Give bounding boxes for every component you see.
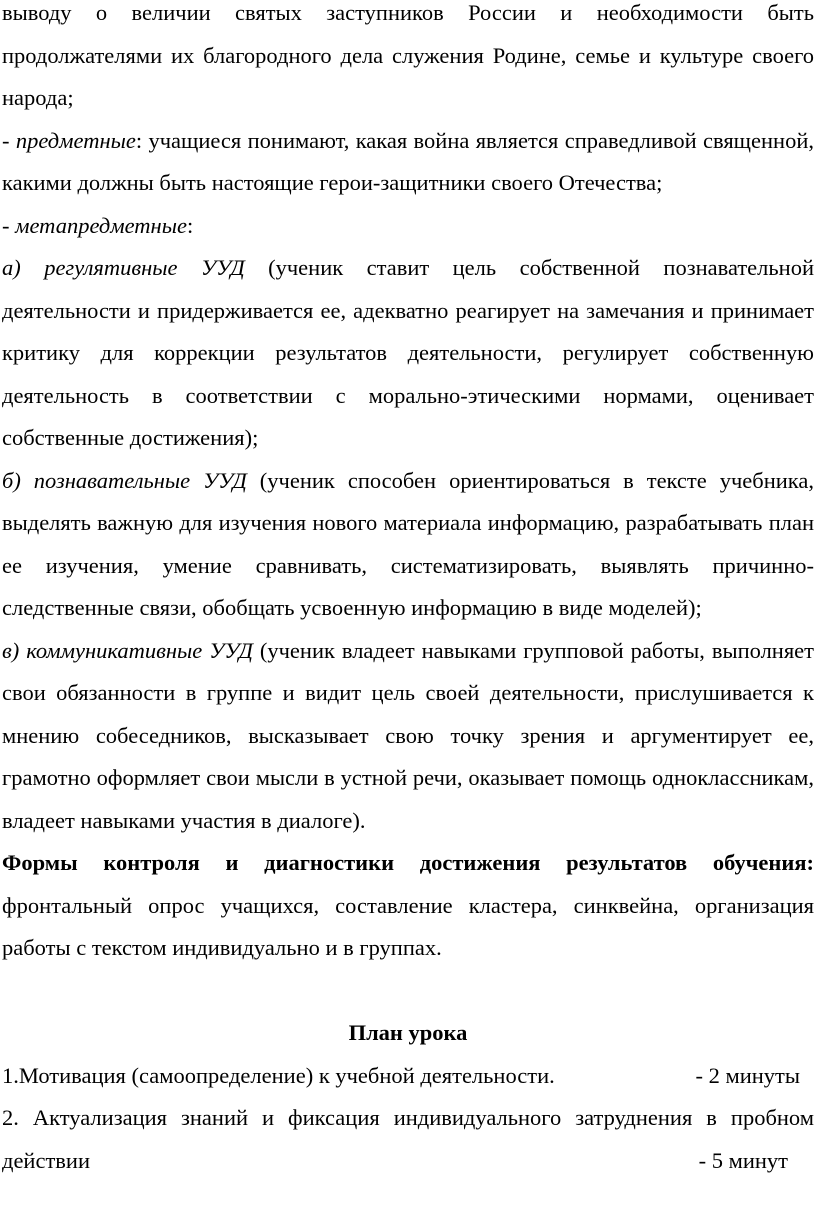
paragraph-meta-results bbox=[2, 205, 814, 248]
paragraph-cognitive bbox=[2, 460, 814, 630]
cognitive-label: б) познавательные УУД bbox=[2, 467, 247, 493]
plan-item-time: - 5 минут bbox=[698, 1147, 788, 1173]
communicative-text: (ученик владеет навыками групповой работы, выполняет свои обязанности в группе и видит цель своей деятельности, прислушивается к мнению собеседников, высказывает свою точку зрения и аргументирует ее, грамотно оформляет свои мысли в устной речи, оказывает помощь одноклассникам, владеет навыками участия в диалоге). bbox=[2, 637, 815, 833]
blank-line bbox=[2, 970, 814, 1013]
dash-marker: - bbox=[2, 212, 16, 238]
control-forms-label: Формы контроля и диагностики достижения результатов обучения: bbox=[2, 850, 814, 875]
regulative-text: (ученик ставит цель собственной познавательной деятельности и придерживается ее, адекватно реагирует на замечания и принимает критику для коррекции результатов деятельности, регулирует собственную деятельность в соответствии с морально-этическими нормами, оценивает собственные достижения); bbox=[2, 255, 814, 450]
paragraph-regulative bbox=[2, 247, 814, 460]
dash-marker: - bbox=[2, 127, 16, 153]
meta-results-text: : bbox=[186, 212, 194, 238]
subject-results-text: : учащиеся понимают, какая война является справедливой священной, какими должны быть настоящие герои-защитники своего Отечества; bbox=[2, 127, 814, 195]
plan-item bbox=[2, 1055, 814, 1098]
plan-item bbox=[2, 1097, 814, 1182]
subject-results-label: предметные bbox=[15, 127, 136, 153]
paragraph-communicative bbox=[2, 630, 814, 843]
cognitive-text: (ученик способен ориентироваться в тексте учебника, выделять важную для изучения нового материала информацию, разрабатывать план ее изучения, умение сравнивать, систематизировать, выявлять причинно-следственные связи, обобщать усвоенную информацию в виде моделей); bbox=[2, 467, 814, 620]
communicative-label: в) коммуникативные УУД bbox=[2, 637, 253, 663]
meta-results-label: метапредметные bbox=[15, 212, 187, 238]
plan-heading: План урока bbox=[348, 1020, 468, 1045]
paragraph-intro bbox=[2, 0, 814, 120]
regulative-label: а) регулятивные УУД bbox=[2, 255, 245, 280]
control-forms-text: фронтальный опрос учащихся, составление кластера, синквейна, организация работы с текстом индивидуально и в группах. bbox=[2, 892, 814, 960]
paragraph-intro-text: выводу о величии святых заступников России и необходимости быть продолжателями их благородного дела служения Родине, семье и культуре своего народа; bbox=[2, 0, 814, 110]
plan-item-text: 2. Актуализация знаний и фиксация индивидуального затруднения в пробном действии bbox=[2, 1105, 814, 1173]
paragraph-subject-results bbox=[2, 120, 814, 205]
plan-item-time: - 2 минуты bbox=[695, 1062, 800, 1088]
plan-item-text: 1.Мотивация (самоопределение) к учебной деятельности. bbox=[2, 1062, 555, 1088]
paragraph-control-forms bbox=[2, 842, 814, 970]
